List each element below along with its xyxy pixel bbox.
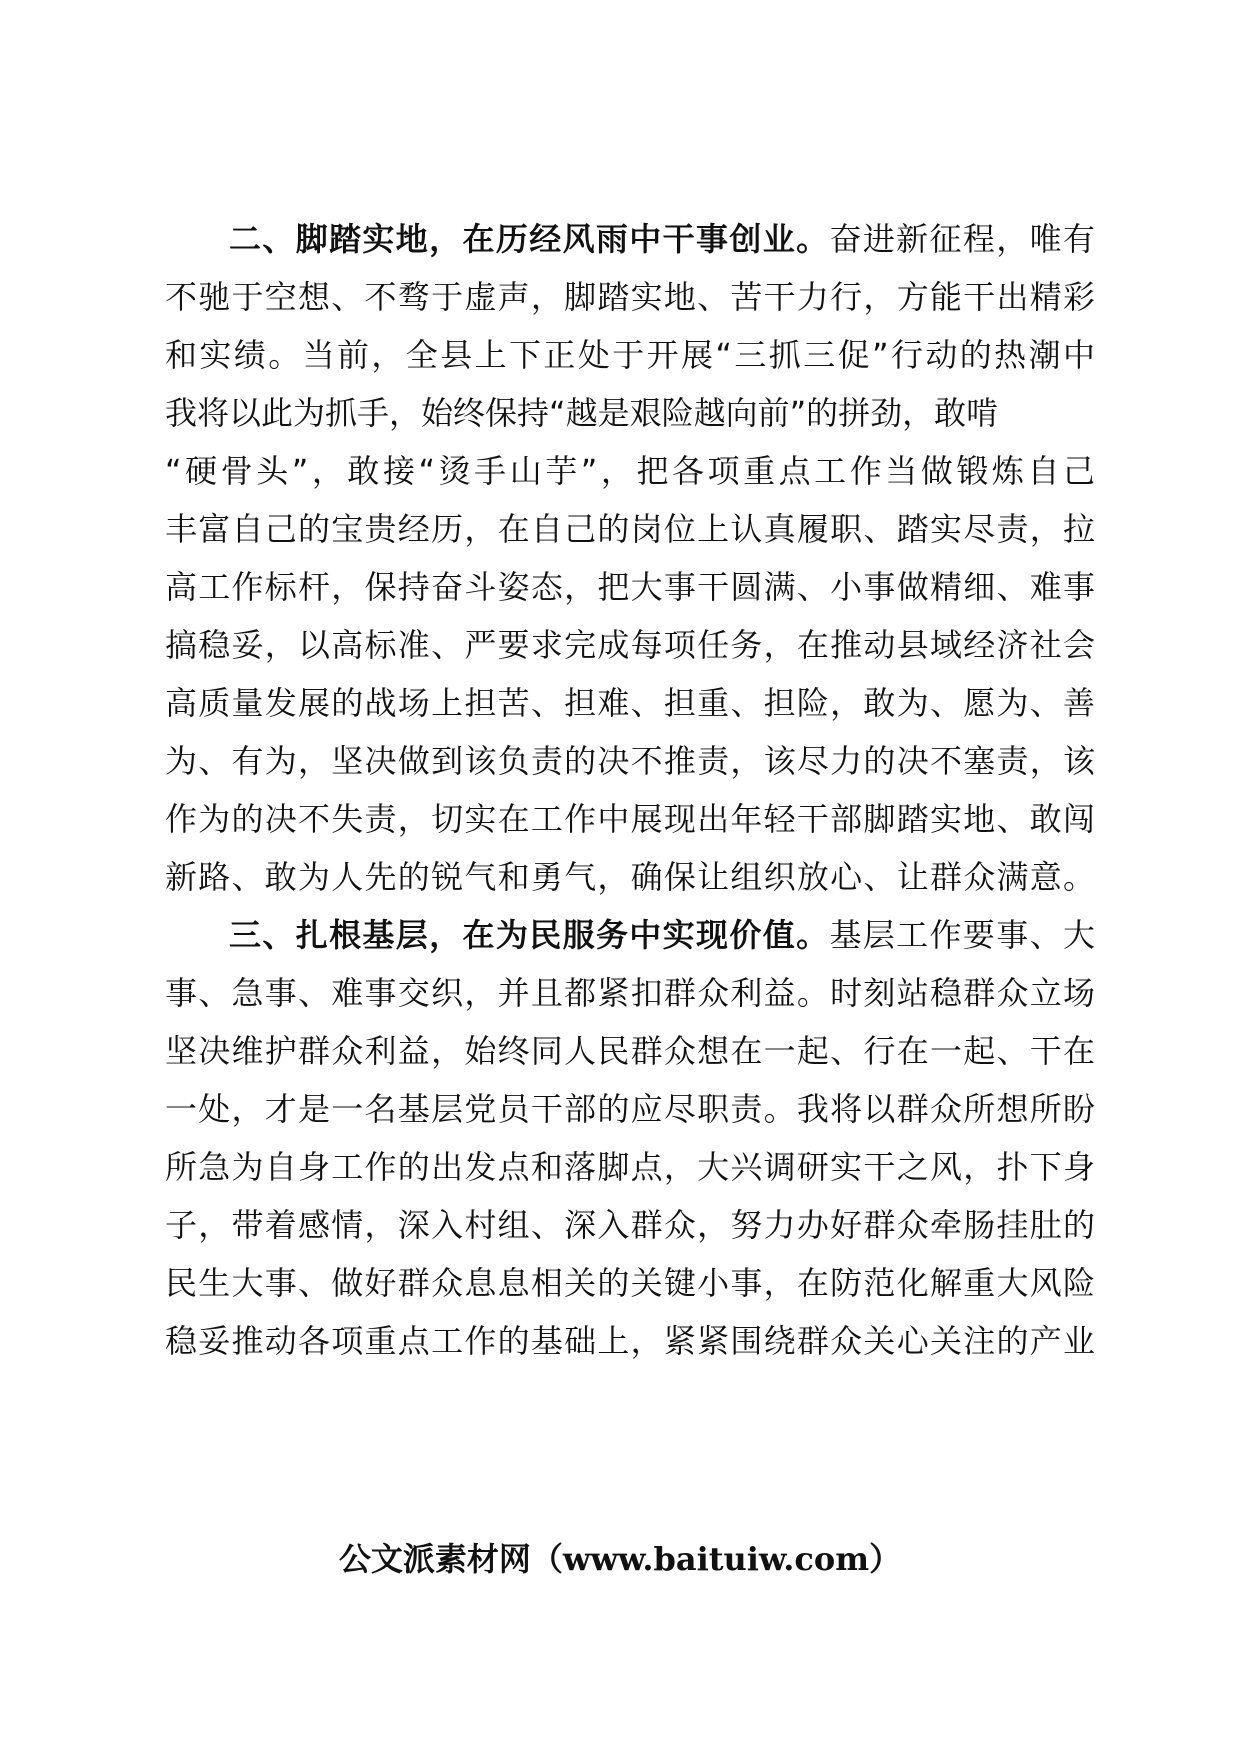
paragraph-line: 搞稳妥，以高标准、严要求完成每项任务，在推动县域经济社会 xyxy=(165,626,1095,664)
paragraph-line: 事、急事、难事交织，并且都紧扣群众利益。时刻站稳群众立场 xyxy=(165,974,1095,1012)
paragraph-line: 子，带着感情，深入村组、深入群众，努力办好群众牵肠挂肚的 xyxy=(165,1206,1095,1244)
paragraph-line: 作为的决不失责，切实在工作中展现出年轻干部脚踏实地、敢闯 xyxy=(165,800,1095,838)
paragraph-line xyxy=(229,219,1095,259)
paragraph-line: “硬骨头”，敢接“烫手山芋”，把各项重点工作当做锻炼自己 xyxy=(165,452,1095,490)
paragraph-line xyxy=(229,915,1095,955)
paragraph-line: 所急为自身工作的出发点和落脚点，大兴调研实干之风，扑下身 xyxy=(165,1148,1095,1186)
paragraph-text: 基层工作要事、大 xyxy=(829,916,1095,954)
paragraph-line: 不驰于空想、不骛于虚声，脚踏实地、苦干力行，方能干出精彩 xyxy=(165,278,1095,316)
paragraph-line: 和实绩。当前，全县上下正处于开展“三抓三促”行动的热潮中 xyxy=(165,336,1095,374)
paragraph-line: 民生大事、做好群众息息相关的关键小事，在防范化解重大风险 xyxy=(165,1264,1095,1302)
paragraph-line: 高工作标杆，保持奋斗姿态，把大事干圆满、小事做精细、难事 xyxy=(165,568,1095,606)
paragraph-line: 一处，才是一名基层党员干部的应尽职责。我将以群众所想所盼 xyxy=(165,1090,1095,1128)
paragraph-line: 丰富自己的宝贵经历，在自己的岗位上认真履职、踏实尽责，拉 xyxy=(165,510,1095,548)
paragraph-line: 高质量发展的战场上担苦、担难、担重、担险，敢为、愿为、善 xyxy=(165,684,1095,722)
paragraph-line: 我将以此为抓手，始终保持“越是艰险越向前”的拼劲，敢啃 xyxy=(165,394,999,432)
paragraph-line: 新路、敢为人先的锐气和勇气，确保让组织放心、让群众满意。 xyxy=(165,858,1095,896)
footer-source: 公文派素材网（www.baituiw.com） xyxy=(338,1540,902,1578)
paragraph-line: 坚决维护群众利益，始终同人民群众想在一起、行在一起、干在 xyxy=(165,1032,1095,1070)
section-heading: 二、脚踏实地，在历经风雨中干事创业。 xyxy=(229,220,830,258)
paragraph-line: 为、有为，坚决做到该负责的决不推责，该尽力的决不塞责，该 xyxy=(165,742,1095,780)
paragraph-text: 奋进新征程，唯有 xyxy=(829,220,1095,258)
paragraph-line: 稳妥推动各项重点工作的基础上，紧紧围绕群众关心关注的产业 xyxy=(165,1322,1095,1360)
section-heading: 三、扎根基层，在为民服务中实现价值。 xyxy=(229,916,830,954)
